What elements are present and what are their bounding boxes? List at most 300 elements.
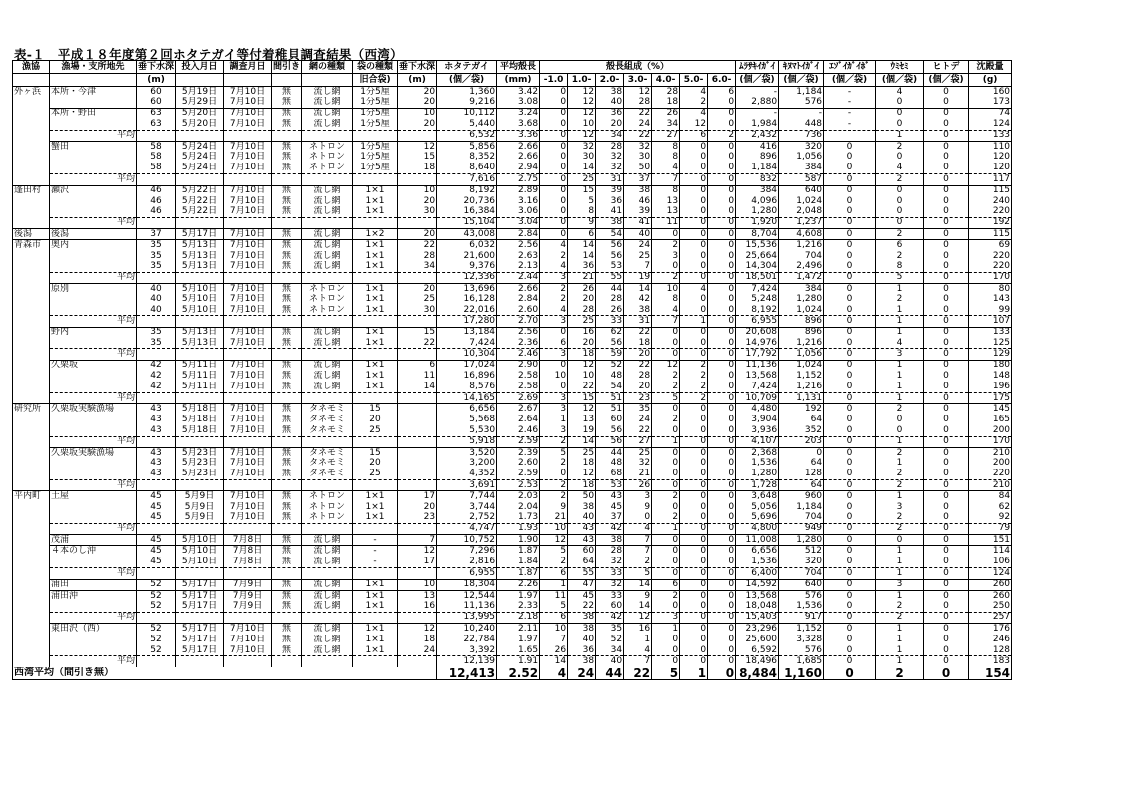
value-cell: 64 xyxy=(568,557,596,568)
value-cell: 14 xyxy=(540,656,568,667)
value-cell xyxy=(176,316,224,327)
value-cell: 14,592 xyxy=(736,579,779,590)
value-cell: 56 xyxy=(596,338,624,349)
value-cell: 13,184 xyxy=(437,327,497,338)
total-row xyxy=(13,667,1012,680)
value-cell: 7月10日 xyxy=(224,645,272,656)
value-cell: 5月11日 xyxy=(176,371,224,381)
value-cell: 15,403 xyxy=(736,612,779,623)
group-cell xyxy=(13,635,50,645)
value-cell xyxy=(272,436,302,447)
header-size-class: 2.0- xyxy=(596,74,624,87)
value-cell: 1,536 xyxy=(779,601,824,612)
value-cell: 7 xyxy=(540,635,568,645)
value-cell: 5,248 xyxy=(736,294,779,304)
total-value: 0 xyxy=(708,667,736,680)
value-cell: 0 xyxy=(680,425,708,436)
value-cell: 0 xyxy=(708,382,736,393)
value-cell: 44 xyxy=(596,284,624,295)
value-cell: 7月10日 xyxy=(224,425,272,436)
value-cell: 1.97 xyxy=(497,635,540,645)
value-cell xyxy=(272,480,302,491)
value-cell xyxy=(302,272,353,283)
value-cell: 流し網 xyxy=(302,360,353,371)
value-cell: 0 xyxy=(924,415,969,425)
site-cell xyxy=(50,338,137,349)
value-cell: 無 xyxy=(272,141,302,152)
value-cell: 45 xyxy=(568,590,596,601)
value-cell: 4,107 xyxy=(736,436,779,447)
value-cell: 28 xyxy=(652,87,680,98)
value-cell: 8,576 xyxy=(437,382,497,393)
value-cell: 無 xyxy=(272,327,302,338)
value-cell: 2 xyxy=(540,480,568,491)
value-cell: 7月10日 xyxy=(224,97,272,108)
value-cell: 52 xyxy=(137,579,176,590)
value-cell: 18 xyxy=(398,635,437,645)
value-cell: 24 xyxy=(624,240,652,251)
value-cell: 0 xyxy=(824,635,876,645)
value-cell: 0 xyxy=(680,229,708,240)
value-cell: 4,096 xyxy=(736,196,779,206)
value-cell: 無 xyxy=(272,590,302,601)
value-cell: 10,709 xyxy=(736,392,779,403)
value-cell: 2 xyxy=(876,174,924,185)
value-cell: 10 xyxy=(398,579,437,590)
value-cell: 0 xyxy=(680,196,708,206)
value-cell: 5月24日 xyxy=(176,163,224,174)
value-cell: 133 xyxy=(969,327,1012,338)
value-cell: 無 xyxy=(272,163,302,174)
value-cell: 0 xyxy=(824,656,876,667)
value-cell: 6 xyxy=(680,130,708,141)
table-row xyxy=(13,360,1012,371)
value-cell: 1,184 xyxy=(779,87,824,98)
value-cell: 80 xyxy=(969,284,1012,295)
value-cell: 8,192 xyxy=(437,185,497,196)
value-cell: 2 xyxy=(652,491,680,502)
survey-results-table xyxy=(12,60,1012,680)
value-cell: 0 xyxy=(824,251,876,261)
value-cell: 0 xyxy=(708,316,736,327)
value-cell: 38 xyxy=(624,185,652,196)
value-cell: 240 xyxy=(969,196,1012,206)
table-row xyxy=(13,196,1012,206)
value-cell: 74 xyxy=(969,108,1012,119)
value-cell: 23,296 xyxy=(736,624,779,635)
value-cell xyxy=(398,130,437,141)
group-cell xyxy=(13,97,50,108)
average-row xyxy=(13,174,1012,185)
value-cell: 7月10日 xyxy=(224,141,272,152)
value-cell: 7月9日 xyxy=(224,579,272,590)
value-cell: 5月17日 xyxy=(176,635,224,645)
site-cell xyxy=(50,371,137,381)
value-cell: 3.08 xyxy=(497,97,540,108)
average-label: 平均 xyxy=(50,174,137,185)
value-cell: 2.60 xyxy=(497,458,540,468)
value-cell: 22 xyxy=(624,108,652,119)
value-cell: 0 xyxy=(779,447,824,458)
value-cell: 128 xyxy=(779,469,824,480)
value-cell: 10 xyxy=(540,371,568,381)
value-cell: 60 xyxy=(596,601,624,612)
value-cell: 0 xyxy=(924,612,969,623)
value-cell: 0 xyxy=(680,327,708,338)
total-value: 0 xyxy=(924,667,969,680)
value-cell: 0 xyxy=(540,119,568,130)
value-cell: 0 xyxy=(824,196,876,206)
average-label: 平均 xyxy=(50,612,137,623)
value-cell xyxy=(398,415,437,425)
value-cell: 22 xyxy=(624,327,652,338)
table-row xyxy=(13,338,1012,349)
value-cell: 4,800 xyxy=(736,523,779,534)
value-cell: 32 xyxy=(596,579,624,590)
value-cell: 5月11日 xyxy=(176,382,224,393)
value-cell: 21,600 xyxy=(437,251,497,261)
value-cell: 1分5厘 xyxy=(353,87,398,98)
value-cell: 16,384 xyxy=(437,206,497,217)
value-cell: 7月10日 xyxy=(224,502,272,512)
value-cell: 160 xyxy=(969,87,1012,98)
header-unit: (m) xyxy=(398,74,437,87)
value-cell: 2 xyxy=(652,512,680,523)
value-cell: 124 xyxy=(969,119,1012,130)
value-cell: 20 xyxy=(398,97,437,108)
value-cell: 0 xyxy=(924,480,969,491)
value-cell: 2.44 xyxy=(497,272,540,283)
value-cell: 1×1 xyxy=(353,338,398,349)
value-cell: 46 xyxy=(624,196,652,206)
header-cell: 袋の種類 xyxy=(353,61,398,74)
site-cell: 浦田 xyxy=(50,579,137,590)
value-cell: 1 xyxy=(876,382,924,393)
value-cell: 0 xyxy=(708,512,736,523)
value-cell: 1 xyxy=(876,436,924,447)
value-cell: 37 xyxy=(137,229,176,240)
value-cell: 0 xyxy=(540,382,568,393)
value-cell: 7,424 xyxy=(437,338,497,349)
value-cell: 0 xyxy=(924,447,969,458)
value-cell: 0 xyxy=(824,371,876,381)
value-cell: 200 xyxy=(969,425,1012,436)
value-cell: 0 xyxy=(540,108,568,119)
value-cell: 2.63 xyxy=(497,251,540,261)
value-cell xyxy=(302,656,353,667)
value-cell: 51 xyxy=(596,404,624,415)
value-cell: 41 xyxy=(624,217,652,228)
value-cell: 1,360 xyxy=(437,87,497,98)
value-cell: 0 xyxy=(680,512,708,523)
group-cell xyxy=(13,174,50,185)
value-cell: 22 xyxy=(398,338,437,349)
value-cell: 6 xyxy=(398,360,437,371)
value-cell: 7 xyxy=(398,535,437,546)
value-cell: 43 xyxy=(137,425,176,436)
value-cell: 1 xyxy=(876,392,924,403)
value-cell: 56 xyxy=(596,425,624,436)
average-row xyxy=(13,349,1012,360)
site-cell xyxy=(50,458,137,468)
value-cell: 14 xyxy=(568,251,596,261)
value-cell: 流し網 xyxy=(302,557,353,568)
value-cell: 5,056 xyxy=(736,502,779,512)
value-cell: 0 xyxy=(824,436,876,447)
value-cell: 26 xyxy=(596,305,624,316)
value-cell: 10 xyxy=(540,523,568,534)
value-cell: 1×1 xyxy=(353,206,398,217)
value-cell: 170 xyxy=(969,436,1012,447)
value-cell: 0 xyxy=(680,415,708,425)
value-cell: 1,056 xyxy=(779,152,824,162)
value-cell: 5 xyxy=(540,601,568,612)
value-cell: 45 xyxy=(596,502,624,512)
value-cell: 1分5厘 xyxy=(353,163,398,174)
value-cell: 896 xyxy=(736,152,779,162)
value-cell: 10,304 xyxy=(437,349,497,360)
table-row xyxy=(13,601,1012,612)
value-cell xyxy=(398,392,437,403)
average-label: 平均 xyxy=(50,480,137,491)
value-cell: 40 xyxy=(596,97,624,108)
value-cell: 20 xyxy=(568,294,596,304)
value-cell: 151 xyxy=(969,535,1012,546)
value-cell: 2,048 xyxy=(779,206,824,217)
value-cell: 7月8日 xyxy=(224,546,272,557)
value-cell: 0 xyxy=(708,568,736,579)
value-cell: 2.94 xyxy=(497,163,540,174)
value-cell: 1×1 xyxy=(353,251,398,261)
value-cell xyxy=(224,523,272,534)
value-cell: 1 xyxy=(540,579,568,590)
value-cell: 0 xyxy=(824,152,876,162)
value-cell: 6,032 xyxy=(437,240,497,251)
header-cell: 沈殿量 xyxy=(969,61,1012,74)
value-cell: 0 xyxy=(708,206,736,217)
site-cell xyxy=(50,382,137,393)
value-cell xyxy=(353,217,398,228)
value-cell: 3.36 xyxy=(497,130,540,141)
value-cell: 4 xyxy=(540,305,568,316)
value-cell: 0 xyxy=(652,568,680,579)
value-cell: 1.90 xyxy=(497,535,540,546)
header-row-2 xyxy=(13,74,1012,87)
value-cell: 25,600 xyxy=(736,635,779,645)
value-cell: 34 xyxy=(398,261,437,272)
value-cell: 10 xyxy=(568,371,596,381)
table-row xyxy=(13,535,1012,546)
table-row xyxy=(13,635,1012,645)
value-cell: 0 xyxy=(680,480,708,491)
value-cell: 26 xyxy=(652,108,680,119)
value-cell: 5月17日 xyxy=(176,624,224,635)
value-cell: 832 xyxy=(736,174,779,185)
value-cell: 35 xyxy=(137,240,176,251)
group-cell xyxy=(13,272,50,283)
value-cell: 0 xyxy=(680,272,708,283)
value-cell: 0 xyxy=(924,185,969,196)
group-cell xyxy=(13,382,50,393)
value-cell: 0 xyxy=(680,349,708,360)
site-cell xyxy=(50,601,137,612)
value-cell: 0 xyxy=(680,305,708,316)
value-cell: 流し網 xyxy=(302,590,353,601)
value-cell: 3 xyxy=(540,272,568,283)
value-cell xyxy=(176,392,224,403)
value-cell: 無 xyxy=(272,119,302,130)
value-cell: 36 xyxy=(596,108,624,119)
value-cell: 2 xyxy=(876,404,924,415)
value-cell: 20 xyxy=(353,458,398,468)
value-cell: 13 xyxy=(652,206,680,217)
value-cell: 0 xyxy=(708,624,736,635)
value-cell: 33 xyxy=(596,316,624,327)
value-cell: 56 xyxy=(596,436,624,447)
value-cell: - xyxy=(353,557,398,568)
value-cell: 10,240 xyxy=(437,624,497,635)
value-cell: 1×1 xyxy=(353,512,398,523)
value-cell: 流し網 xyxy=(302,624,353,635)
value-cell: ネトロン xyxy=(302,512,353,523)
value-cell: 3,328 xyxy=(779,635,824,645)
value-cell: 40 xyxy=(137,294,176,304)
value-cell: 0 xyxy=(924,272,969,283)
value-cell: 1,728 xyxy=(736,480,779,491)
value-cell: 8,704 xyxy=(736,229,779,240)
site-cell xyxy=(50,294,137,304)
value-cell: 115 xyxy=(969,185,1012,196)
value-cell: 10 xyxy=(540,624,568,635)
group-cell xyxy=(13,512,50,523)
value-cell: 1 xyxy=(876,568,924,579)
value-cell: 無 xyxy=(272,305,302,316)
value-cell: 2 xyxy=(540,284,568,295)
value-cell: 0 xyxy=(680,251,708,261)
value-cell: 52 xyxy=(596,635,624,645)
header-unit xyxy=(50,74,137,87)
value-cell: 5 xyxy=(624,568,652,579)
value-cell: 55 xyxy=(568,568,596,579)
value-cell: 0 xyxy=(680,568,708,579)
value-cell: 26 xyxy=(568,284,596,295)
header-unit: (g) xyxy=(969,74,1012,87)
value-cell: 10 xyxy=(568,119,596,130)
value-cell: 0 xyxy=(924,240,969,251)
value-cell: 1,216 xyxy=(779,338,824,349)
value-cell: 43 xyxy=(568,535,596,546)
value-cell: 流し網 xyxy=(302,327,353,338)
site-cell: 後潟 xyxy=(50,229,137,240)
value-cell: 260 xyxy=(969,590,1012,601)
value-cell: 5月13日 xyxy=(176,240,224,251)
value-cell xyxy=(398,436,437,447)
value-cell: 2,752 xyxy=(437,512,497,523)
value-cell: 24 xyxy=(398,645,437,656)
value-cell: 1×1 xyxy=(353,240,398,251)
value-cell: 27 xyxy=(652,130,680,141)
value-cell: 4 xyxy=(624,645,652,656)
value-cell: 7月10日 xyxy=(224,206,272,217)
site-cell: 本所・野田 xyxy=(50,108,137,119)
value-cell: 0 xyxy=(652,458,680,468)
value-cell: 9,216 xyxy=(437,97,497,108)
value-cell: 18 xyxy=(398,163,437,174)
value-cell: 45 xyxy=(137,502,176,512)
site-cell: 野内 xyxy=(50,327,137,338)
value-cell: 5月9日 xyxy=(176,502,224,512)
header-unit xyxy=(302,74,353,87)
value-cell: 無 xyxy=(272,624,302,635)
value-cell xyxy=(272,272,302,283)
site-cell: 本所・今津 xyxy=(50,87,137,98)
value-cell: 1,216 xyxy=(779,240,824,251)
value-cell: 0 xyxy=(924,251,969,261)
value-cell xyxy=(224,612,272,623)
value-cell: 40 xyxy=(624,229,652,240)
value-cell: 5月18日 xyxy=(176,415,224,425)
value-cell: 30 xyxy=(398,305,437,316)
value-cell: 無 xyxy=(272,635,302,645)
value-cell: 34 xyxy=(652,119,680,130)
header-cell: ﾑﾗｻｷｲｶﾞｲ xyxy=(736,61,779,74)
value-cell: 3 xyxy=(876,579,924,590)
value-cell: 25 xyxy=(624,447,652,458)
value-cell: 0 xyxy=(924,327,969,338)
value-cell: - xyxy=(353,546,398,557)
value-cell xyxy=(224,316,272,327)
site-cell: 原別 xyxy=(50,284,137,295)
value-cell: 無 xyxy=(272,240,302,251)
value-cell xyxy=(398,349,437,360)
average-label: 平均 xyxy=(50,316,137,327)
value-cell: 0 xyxy=(540,163,568,174)
value-cell: 384 xyxy=(779,284,824,295)
value-cell: 0 xyxy=(680,404,708,415)
value-cell: 79 xyxy=(969,523,1012,534)
value-cell: 12 xyxy=(568,469,596,480)
value-cell: 1×1 xyxy=(353,327,398,338)
value-cell: 115 xyxy=(969,229,1012,240)
value-cell: 917 xyxy=(779,612,824,623)
value-cell: 33 xyxy=(596,590,624,601)
value-cell: 0 xyxy=(652,229,680,240)
table-row xyxy=(13,327,1012,338)
value-cell xyxy=(824,130,876,141)
value-cell: 11,136 xyxy=(736,360,779,371)
average-label: 平均 xyxy=(50,217,137,228)
value-cell: 16 xyxy=(568,327,596,338)
value-cell xyxy=(353,272,398,283)
value-cell: 2 xyxy=(876,469,924,480)
value-cell: 1×1 xyxy=(353,624,398,635)
value-cell: 12 xyxy=(540,535,568,546)
value-cell xyxy=(224,392,272,403)
value-cell: 12,544 xyxy=(437,590,497,601)
value-cell: 2.59 xyxy=(497,469,540,480)
value-cell: 3 xyxy=(624,491,652,502)
value-cell: 0 xyxy=(708,327,736,338)
value-cell: 640 xyxy=(779,579,824,590)
value-cell: 210 xyxy=(969,480,1012,491)
value-cell: 0 xyxy=(708,635,736,645)
value-cell: 40 xyxy=(137,284,176,295)
value-cell xyxy=(176,217,224,228)
value-cell: 20 xyxy=(398,196,437,206)
value-cell: 7月10日 xyxy=(224,185,272,196)
value-cell: 32 xyxy=(596,163,624,174)
group-cell xyxy=(13,392,50,403)
